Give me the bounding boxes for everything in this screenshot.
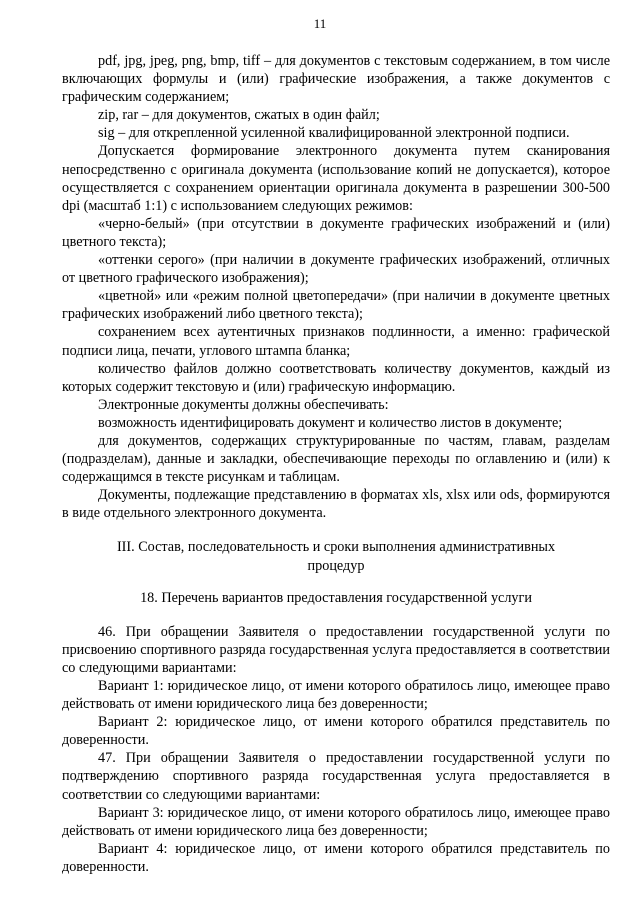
paragraph-mode-color: «цветной» или «режим полной цветопередачи» (при наличии в документе цветных графических изображений либо цветного текста);: [62, 288, 610, 323]
paragraph-47: 47. При обращении Заявителя о предоставлении государственной услуги по подтверждению спортивного разряда государственная услуга предоставляется в соответствии со следующими вариантами:: [62, 750, 610, 803]
paragraph-mode-black-white: «черно-белый» (при отсутствии в документе графических изображений и (или) цветного текста);: [62, 215, 610, 250]
document-body: [62, 52, 610, 876]
paragraph-file-count: количество файлов должно соответствовать количеству документов, каждый из которых содержит текстовую и (или) графическую информацию.: [62, 360, 610, 395]
paragraph-variant-3: Вариант 3: юридическое лицо, от имени которого обратилось лицо, имеющее право действовать от имени юридического лица без доверенности;: [62, 804, 610, 839]
paragraph-file-formats-documents: pdf, jpg, jpeg, png, bmp, tiff – для документов с текстовым содержанием, в том числе включающих формулы и (или) графические изображения, а также документов с графическим содержанием;: [62, 53, 610, 106]
paragraph-variant-4: Вариант 4: юридическое лицо, от имени которого обратился представитель по доверенности.: [62, 840, 610, 875]
paragraph-variant-1: Вариант 1: юридическое лицо, от имени которого обратилось лицо, имеющее право действовать от имени юридического лица без доверенности;: [62, 678, 610, 713]
section-heading: III. Состав, последовательность и сроки выполнения административных процедур: [116, 539, 556, 574]
subsection-heading: 18. Перечень вариантов предоставления государственной услуги: [140, 589, 532, 606]
paragraph-file-formats-archive: zip, rar – для документов, сжатых в один файл;: [98, 107, 380, 124]
paragraph-structured-documents: для документов, содержащих структурированные по частям, главам, разделам (подразделам), данные и закладки, обеспечивающие переходы по оглавлению и (или) к содержащимся в тексте рисункам и таблицам.: [62, 432, 610, 486]
paragraph-file-formats-signature: sig – для открепленной усиленной квалифицированной электронной подписи.: [98, 125, 570, 142]
paragraph-requirements-intro: Электронные документы должны обеспечивать:: [98, 396, 389, 413]
paragraph-spreadsheet-formats: Документы, подлежащие представлению в форматах xls, xlsx или ods, формируются в виде отдельного электронного документа.: [62, 487, 610, 522]
paragraph-46: 46. При обращении Заявителя о предоставлении государственной услуги по присвоению спортивного разряда государственная услуга предоставляется в соответствии со следующими вариантами:: [62, 623, 610, 676]
paragraph-variant-2: Вариант 2: юридическое лицо, от имени которого обратился представитель по доверенности.: [62, 714, 610, 749]
paragraph-scanning-rules: Допускается формирование электронного документа путем сканирования непосредственно с оригинала документа (использование копий не допускается), которое осуществляется с сохранением ориентации оригинала документа в разрешении 300-500 dpi (масштаб 1:1) с использованием следующих режимов:: [62, 143, 610, 214]
page-number: 11: [313, 16, 327, 31]
paragraph-authenticity: сохранением всех аутентичных признаков подлинности, а именно: графической подписи лица, печати, углового штампа бланка;: [62, 324, 610, 359]
paragraph-mode-grayscale: «оттенки серого» (при наличии в документе графических изображений, отличных от цветного графического изображения);: [62, 252, 610, 287]
paragraph-identification: возможность идентифицировать документ и количество листов в документе;: [98, 414, 563, 431]
